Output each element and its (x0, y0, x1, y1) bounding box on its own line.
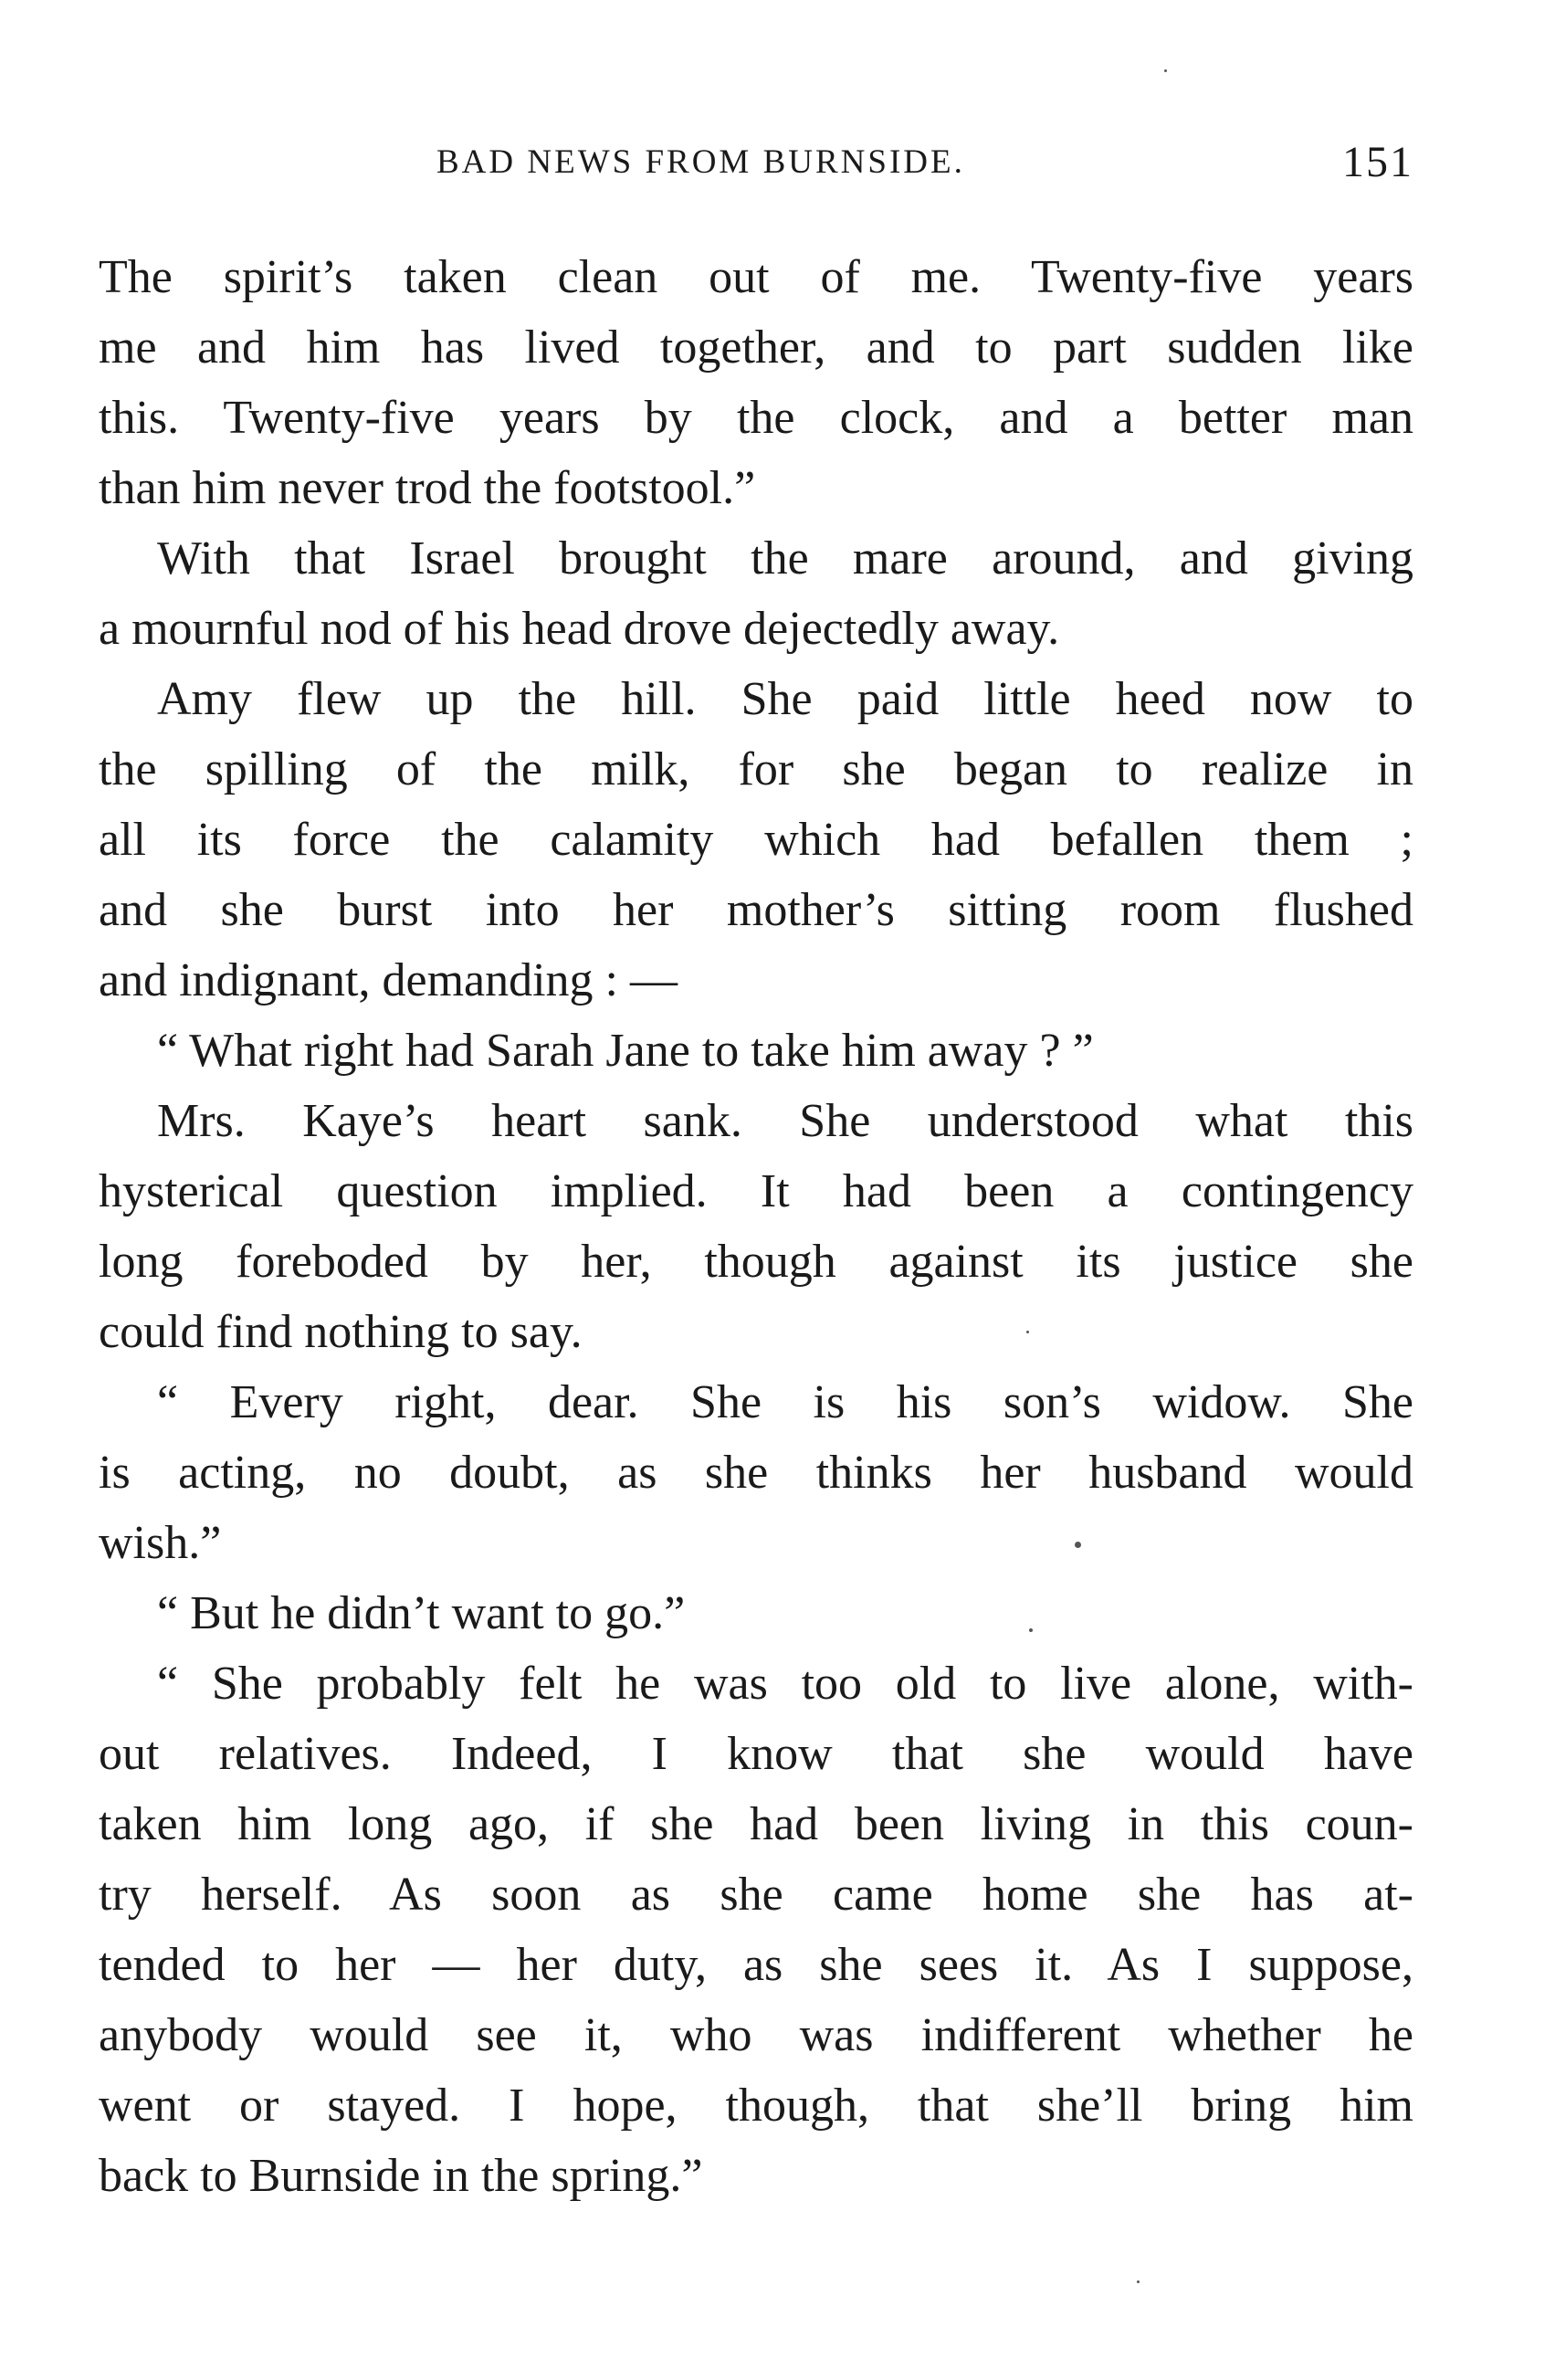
text-line: out relatives. Indeed, I know that she would have (99, 1728, 1413, 1780)
text-line: Amy flew up the hill. She paid little heed now to (157, 673, 1413, 725)
text-line: could find nothing to say. (99, 1306, 583, 1358)
text-line: “ She probably felt he was too old to live alone, with- (157, 1658, 1413, 1710)
text-line: With that Israel brought the mare around, and giving (157, 532, 1413, 584)
text-line: long foreboded by her, though against its justice she (99, 1236, 1413, 1288)
text-line: the spilling of the milk, for she began to realize in (99, 743, 1413, 795)
text-line: “ What right had Sarah Jane to take him away ? ” (157, 1025, 1094, 1077)
text-line: a mournful nod of his head drove dejectedly away. (99, 603, 1060, 655)
ink-speck (1075, 1542, 1081, 1548)
text-line: wish.” (99, 1517, 222, 1569)
text-line: went or stayed. I hope, though, that she’ll bring him (99, 2080, 1413, 2132)
text-line: me and him has lived together, and to part sudden like (99, 321, 1413, 374)
ink-speck (1029, 1628, 1033, 1632)
ink-speck (1026, 1331, 1029, 1333)
text-line: taken him long ago, if she had been living in this coun- (99, 1798, 1413, 1850)
text-line: and indignant, demanding : — (99, 954, 678, 1006)
text-line: anybody would see it, who was indifferent whether he (99, 2009, 1413, 2061)
text-line: try herself. As soon as she came home she has at- (99, 1869, 1413, 1921)
ink-speck (1137, 2280, 1140, 2283)
text-line: “ Every right, dear. She is his son’s widow. She (157, 1376, 1413, 1428)
running-title: BAD NEWS FROM BURNSIDE. (436, 143, 965, 181)
text-line: hysterical question implied. It had been a contingency (99, 1165, 1413, 1217)
text-line: The spirit’s taken clean out of me. Twenty-five years (99, 251, 1413, 303)
text-line: all its force the calamity which had befallen them ; (99, 814, 1413, 866)
text-line: “ But he didn’t want to go.” (157, 1587, 686, 1639)
running-head (99, 135, 1413, 190)
text-line: back to Burnside in the spring.” (99, 2150, 703, 2202)
text-line: than him never trod the footstool.” (99, 462, 756, 514)
body-text (99, 242, 1413, 2211)
page-number: 151 (1342, 138, 1413, 186)
text-line: tended to her — her duty, as she sees it. As I suppose, (99, 1939, 1413, 1991)
ink-speck (1164, 69, 1167, 72)
text-line: this. Twenty-five years by the clock, and a better man (99, 392, 1413, 444)
text-line: is acting, no doubt, as she thinks her husband would (99, 1447, 1413, 1499)
text-line: Mrs. Kaye’s heart sank. She understood what this (157, 1095, 1413, 1147)
text-line: and she burst into her mother’s sitting room flushed (99, 884, 1413, 936)
